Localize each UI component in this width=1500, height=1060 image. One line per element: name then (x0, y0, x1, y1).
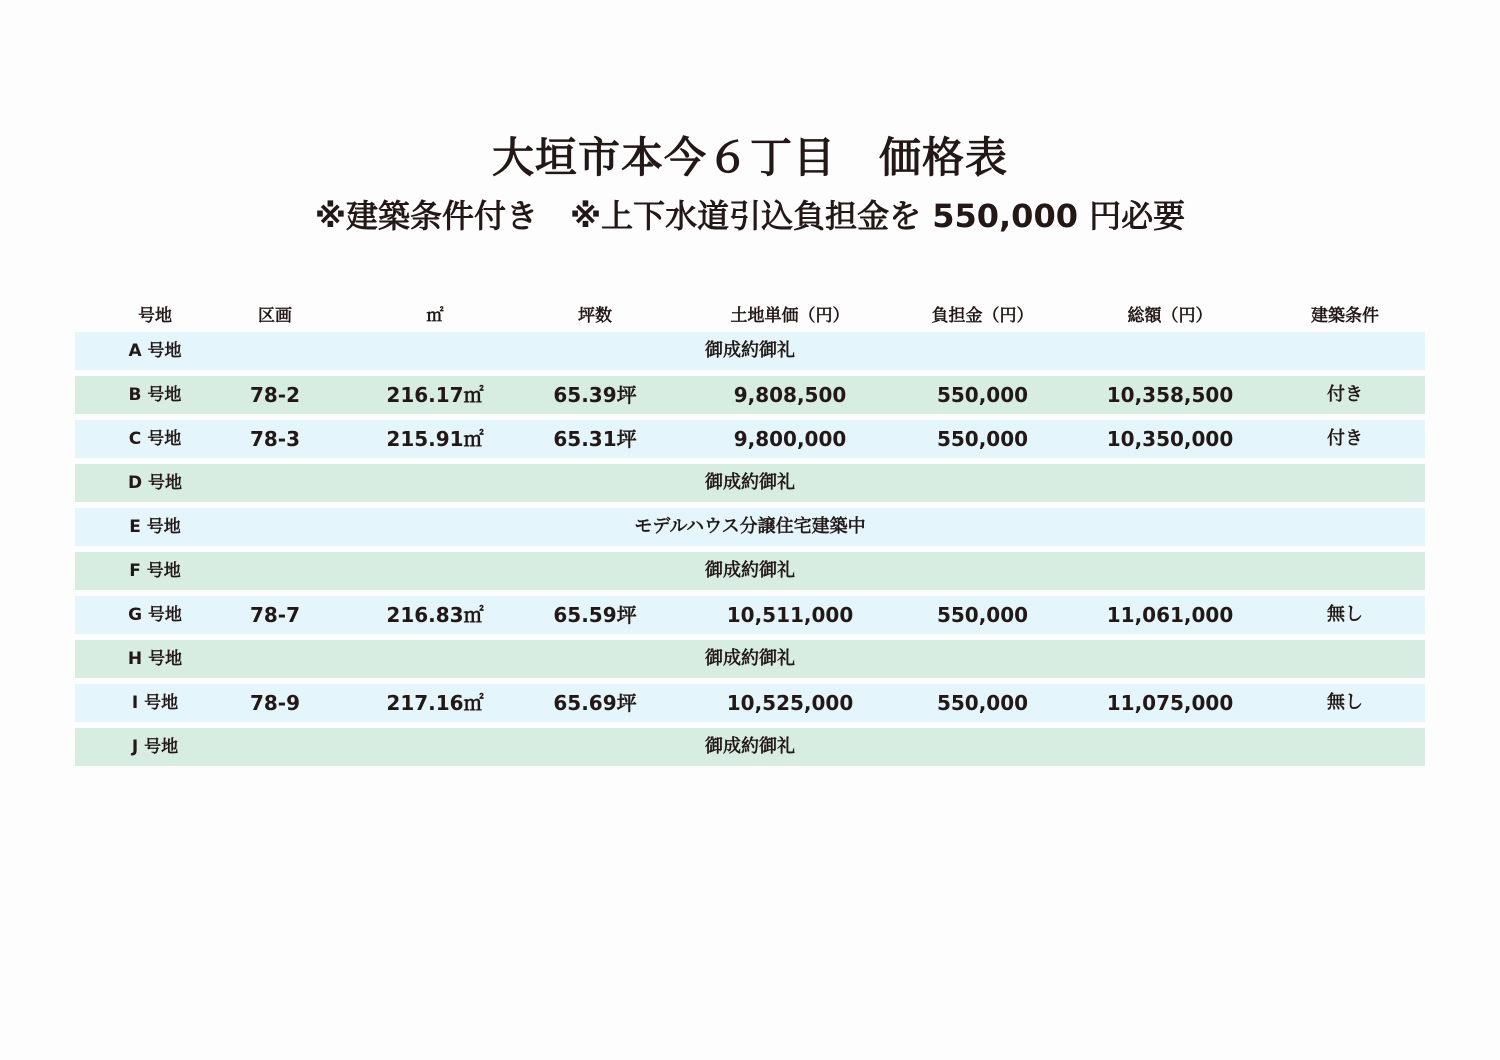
table-row (75, 552, 1425, 590)
area-cell: 216.17㎡ (386, 383, 484, 407)
lot-cell: B 号地 (128, 385, 182, 405)
header-total: 総額（円） (1127, 306, 1213, 326)
fee-cell: 550,000 (936, 691, 1029, 715)
fee-cell: 550,000 (936, 427, 1029, 451)
price-table (75, 296, 1425, 772)
status-note: 御成約御礼 (705, 472, 795, 493)
total-cell: 10,358,500 (1106, 383, 1234, 407)
area-cell: 215.91㎡ (386, 427, 484, 451)
lot-cell: F 号地 (129, 561, 181, 581)
lot-cell: I 号地 (131, 693, 179, 713)
area-cell: 216.83㎡ (386, 603, 484, 627)
condition-cell: 付き (1327, 428, 1363, 449)
tsubo-cell: 65.39坪 (553, 383, 637, 407)
condition-cell: 付き (1327, 384, 1363, 405)
fee-cell: 550,000 (936, 603, 1029, 627)
tsubo-cell: 65.31坪 (553, 427, 637, 451)
status-note: 御成約御礼 (705, 560, 795, 581)
header-condition: 建築条件 (1311, 306, 1379, 326)
lot-cell: E 号地 (129, 517, 181, 537)
lot-cell: D 号地 (127, 473, 183, 493)
status-note: 御成約御礼 (705, 736, 795, 757)
lot-cell: J 号地 (131, 737, 179, 757)
table-header (75, 296, 1425, 332)
status-note: モデルハウス分譲住宅建築中 (634, 516, 866, 537)
table-row (75, 420, 1425, 458)
lot-cell: A 号地 (128, 341, 182, 361)
land-price-cell: 10,525,000 (726, 691, 854, 715)
page-title: 大垣市本今６丁目 価格表 (491, 133, 1008, 182)
table-row (75, 684, 1425, 722)
table-row (75, 508, 1425, 546)
table-row (75, 376, 1425, 414)
tsubo-cell: 65.69坪 (553, 691, 637, 715)
header-tsubo: 坪数 (578, 306, 612, 326)
condition-cell: 無し (1327, 692, 1363, 713)
table-row (75, 464, 1425, 502)
header-section: 区画 (258, 306, 292, 326)
header-land-price: 土地単価（円） (730, 306, 850, 326)
total-cell: 11,061,000 (1106, 603, 1234, 627)
land-price-cell: 10,511,000 (726, 603, 854, 627)
header-area: ㎡ (426, 306, 444, 326)
tsubo-cell: 65.59坪 (553, 603, 637, 627)
area-cell: 217.16㎡ (386, 691, 484, 715)
table-row (75, 332, 1425, 370)
total-cell: 11,075,000 (1106, 691, 1234, 715)
header-lot: 号地 (138, 306, 172, 326)
header-fee: 負担金（円） (931, 306, 1034, 326)
lot-cell: G 号地 (128, 605, 182, 625)
page-subtitle: ※建築条件付き ※上下水道引込負担金を 550,000 円必要 (314, 197, 1186, 235)
lot-cell: H 号地 (127, 649, 183, 669)
land-price-cell: 9,808,500 (733, 383, 847, 407)
section-cell: 78-3 (249, 427, 301, 451)
table-row (75, 728, 1425, 766)
status-note: 御成約御礼 (705, 340, 795, 361)
table-row (75, 640, 1425, 678)
section-cell: 78-9 (249, 691, 301, 715)
table-row (75, 596, 1425, 634)
lot-cell: C 号地 (128, 429, 182, 449)
land-price-cell: 9,800,000 (733, 427, 847, 451)
section-cell: 78-2 (249, 383, 301, 407)
condition-cell: 無し (1327, 604, 1363, 625)
fee-cell: 550,000 (936, 383, 1029, 407)
total-cell: 10,350,000 (1106, 427, 1234, 451)
section-cell: 78-7 (249, 603, 301, 627)
status-note: 御成約御礼 (705, 648, 795, 669)
